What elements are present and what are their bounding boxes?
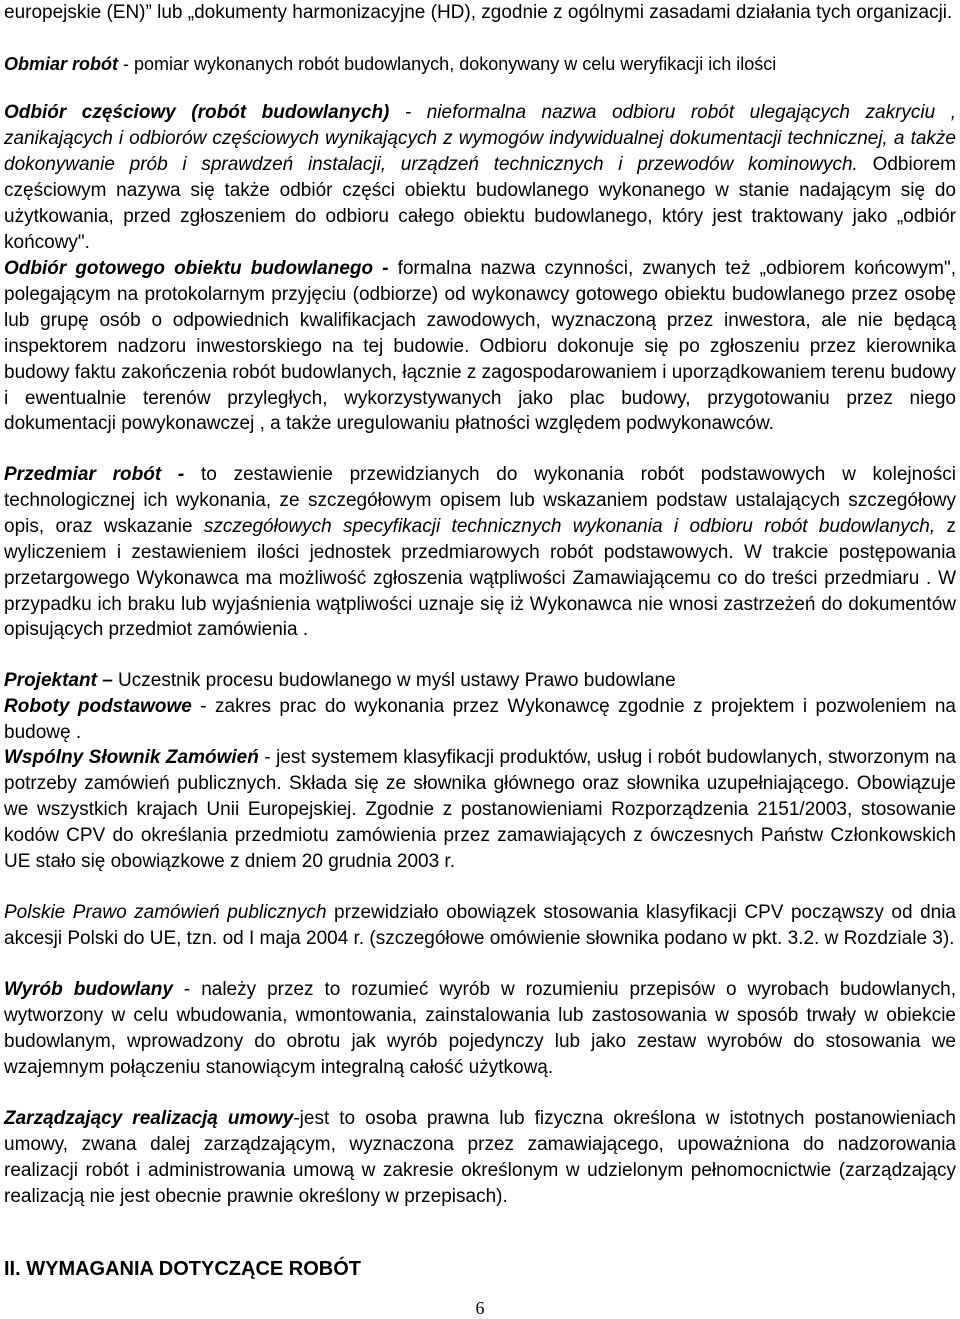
page-number: 6: [475, 1298, 485, 1318]
section-heading: II. WYMAGANIA DOTYCZĄCE ROBÓT: [4, 1258, 362, 1280]
definition-roboty-podstawowe: [4, 694, 956, 746]
paragraph-intro: [4, 0, 956, 26]
paragraph-prawo-zamowien: [4, 900, 956, 952]
definition-text: to zestawienie przewidzianych do wykonania robót podstawowych w kolejności technologicznej ich wykonania, ze szczegółowym opisem lub wskazaniem podstaw ustalających szczegółowy opis, oraz wskazanie: [4, 464, 956, 537]
definition-text: Uczestnik procesu budowlanego w myśl ustawy Prawo budowlane: [112, 670, 676, 691]
definition-italic-text: szczegółowych specyfikacji technicznych wykonania i odbioru robót budowlanych,: [203, 515, 936, 537]
definition-text: - zakres prac do wykonania przez Wykonawcę zgodnie z projektem i pozwoleniem na budowę .: [4, 696, 956, 743]
definition-przedmiar: [4, 462, 956, 643]
term: Wyrób budowlany: [4, 979, 173, 1000]
term: Odbiór gotowego obiektu budowlanego -: [4, 258, 389, 279]
definition-text: - nieformalna nazwa odbioru robót ulegających zakryciu , zanikających i odbiorów częściowych wynikających z wymogów indywidualnej dokumentacji technicznej, a także dokonywanie prób i sprawdzeń instalacji, urządzeń technicznych i przewodów kominowych.: [4, 102, 956, 175]
definition-text: - jest systemem klasyfikacji produktów, usług i robót budowlanych, stworzonym na potrzeby zamówień publicznych. Składa się ze słownika głównego oraz słownika uzupełniającego. Obowiązuje we wszystkich krajach Unii Europejskiej. Zgodnie z postanowieniami Rozporządzenia 2151/2003, stosowanie kodów CPV do określania przedmiotu zamówienia przez zamawiających z ówczesnych Państw Członkowskich UE stało się obowiązkowe z dniem 20 grudnia 2003 r.: [4, 747, 956, 872]
term: Odbiór częściowy (robót budowlanych): [4, 102, 390, 123]
definition-wyrob-budowlany: [4, 977, 956, 1081]
law-name: Polskie Prawo zamówień publicznych: [4, 902, 327, 923]
definition-zarzadzajacy: [4, 1106, 956, 1210]
definition-projektant: [4, 668, 956, 694]
definition-text-continued: Odbiorem częściowym nazywa się także odbiór części obiektu budowlanego wykonanego w stanie nadającym się do użytkowania, przed zgłoszeniem do odbioru całego obiektu budowlanego, który jest traktowany jako „odbiór końcowy".: [4, 153, 956, 253]
definition-odbior-czesciowy: [4, 100, 956, 255]
definition-text: formalna nazwa czynności, zwanych też „odbiorem końcowym", polegającym na protokolarnym przyjęciu (odbiorze) od wykonawcy gotowego obiektu budowlanego przez osobę lub grupę osób o odpowiednich kwalifikacjach zawodowych, wyznaczoną przez inwestora, ale nie będącą inspektorem nadzoru inwestorskiego na tej budowie. Odbioru dokonuje się po zgłoszeniu przez kierownika budowy faktu zakończenia robót budowlanych, łącznie z zagospodarowaniem i uporządkowaniem terenu budowy i ewentualnie terenów przyległych, wykorzystywanych jako plac budowy, przygotowaniu przez niego dokumentacji powykonawczej , a także uregulowaniu płatności względem podwykonawców.: [4, 258, 957, 435]
term: Przedmiar robót -: [4, 464, 185, 485]
term: Roboty podstawowe: [4, 696, 192, 717]
definition-text: - należy przez to rozumieć wyrób w rozumieniu przepisów o wyrobach budowlanych, wytworzony w celu wbudowania, wmontowania, zainstalowania lub zastosowania w sposób trwały w obiekcie budowlanym, wprowadzony do obrotu jak wyrób pojedynczy lub jako zestaw wyrobów do stosowania we wzajemnym połączeniu stanowiącym integralną całość użytkową.: [4, 979, 957, 1078]
definition-odbior-gotowego: [4, 256, 956, 437]
paragraph-text: europejskie (EN)” lub „dokumenty harmonizacyjne (HD), zgodnie z ogólnymi zasadami działania tych organizacji.: [4, 2, 953, 23]
term: Projektant –: [4, 670, 113, 691]
definition-text-continued: z wyliczeniem i zestawieniem ilości jednostek przedmiarowych robót podstawowych. W trakcie postępowania przetargowego Wykonawca ma możliwość zgłoszenia wątpliwości Zamawiającemu co do treści przedmiaru . W przypadku ich braku lub wyjaśnienia wątpliwości uznaje się iż Wykonawca nie wnosi zastrzeżeń do dokumentów opisujących przedmiot zamówienia .: [4, 515, 956, 641]
definition-text: -jest to osoba prawna lub fizyczna określona w istotnych postanowieniach umowy, zwana dalej zarządzającym, wyznaczona przez zamawiającego, upoważniona do nadzorowania realizacji robót i administrowania umową w zakresie określonym w udzielonym pełnomocnictwie (zarządzający realizacją nie jest obecnie prawnie określony w przepisach).: [4, 1108, 956, 1207]
term: Obmiar robót: [4, 54, 119, 74]
definition-obmiar: [4, 52, 956, 78]
definition-text: - pomiar wykonanych robót budowlanych, dokonywany w celu weryfikacji ich ilości: [118, 54, 777, 74]
definition-wspolny-slownik: [4, 745, 956, 875]
paragraph-text: przewidziało obowiązek stosowania klasyfikacji CPV począwszy od dnia akcesji Polski do UE, tzn. od I maja 2004 r. (szczegółowe omówienie słownika podano w pkt. 3.2. w Rozdziale 3).: [4, 902, 956, 949]
term: Zarządzający realizacją umowy: [4, 1108, 294, 1129]
term: Wspólny Słownik Zamówień: [4, 747, 259, 768]
